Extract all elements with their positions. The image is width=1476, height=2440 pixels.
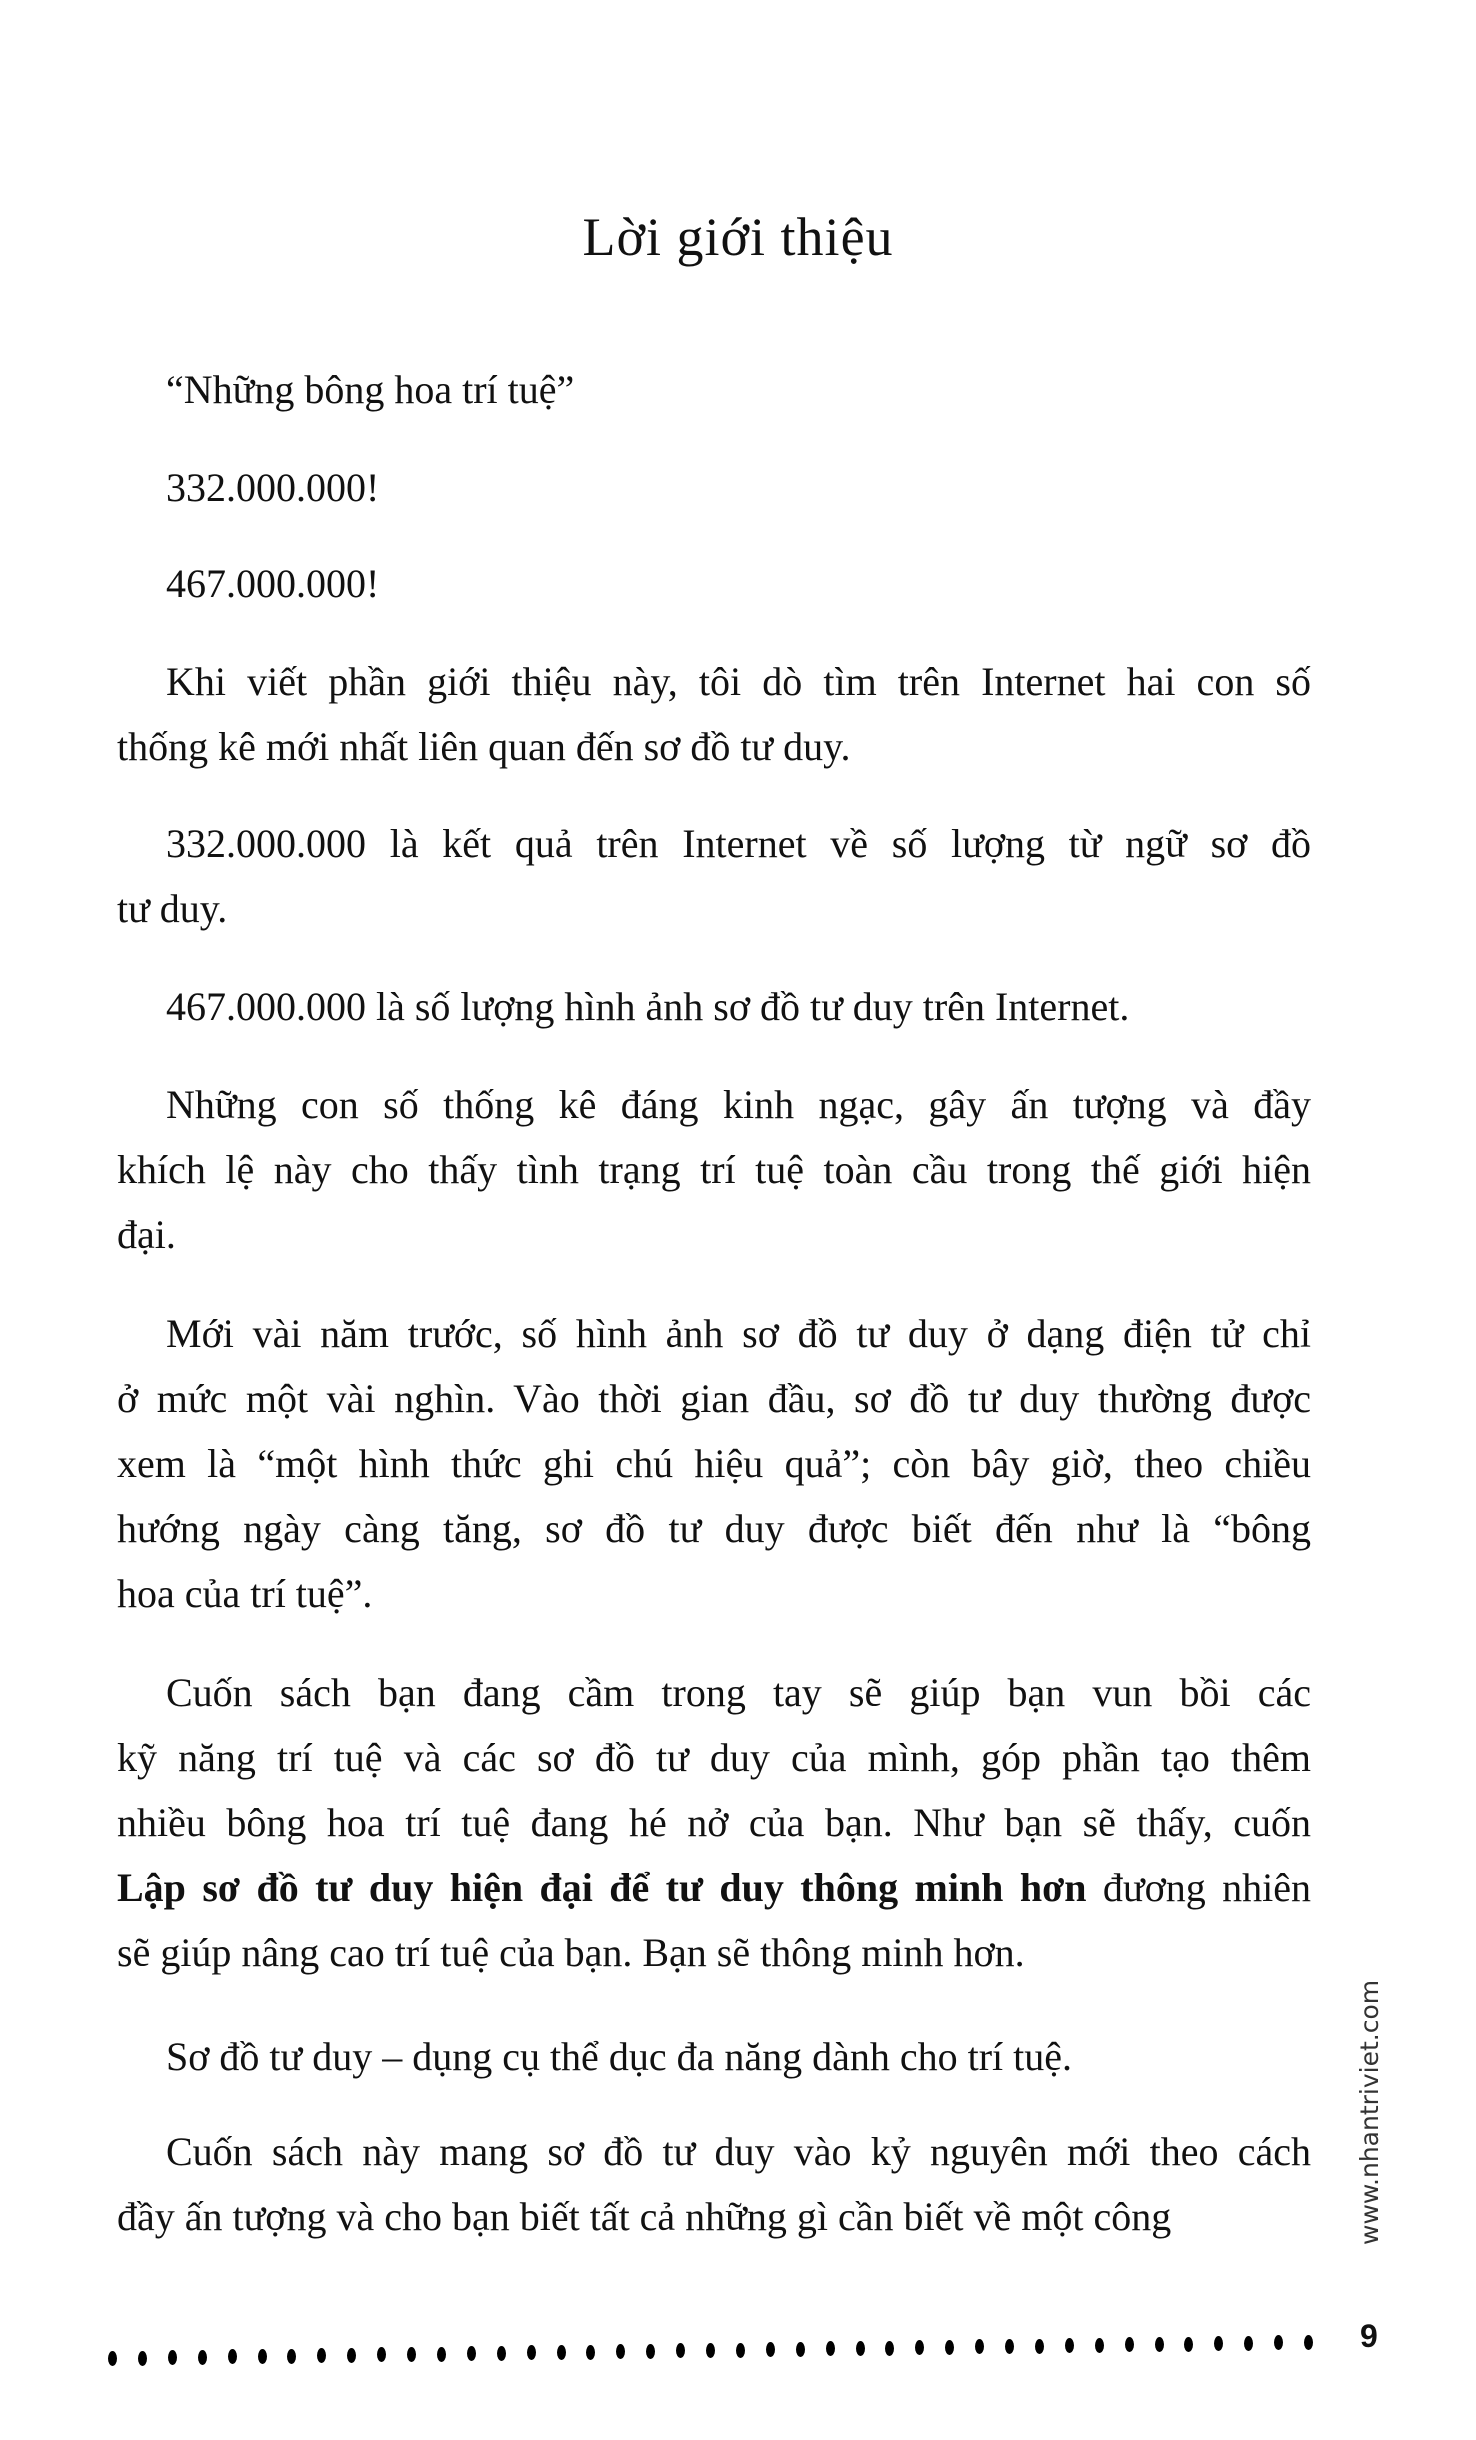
dot	[1035, 2339, 1044, 2354]
paragraph	[117, 1072, 1311, 1267]
text-line: Cuốn sách này mang sơ đồ tư duy vào kỷ nguyên mới theo cách	[166, 2129, 1311, 2174]
dot	[198, 2350, 207, 2365]
text-line: kỹ năng trí tuệ và các sơ đồ tư duy của mình, góp phần tạo thêm	[117, 1735, 1311, 1780]
dot	[287, 2349, 296, 2364]
text-line: ở mức một vài nghìn. Vào thời gian đầu, sơ đồ tư duy thường được	[117, 1376, 1311, 1421]
watermark-url: www.nhantriviet.com	[1355, 1979, 1384, 2245]
paragraph	[117, 2024, 1311, 2089]
text-line: Sơ đồ tư duy – dụng cụ thể dục đa năng dành cho trí tuệ.	[166, 2034, 1072, 2079]
dot	[586, 2345, 595, 2360]
dot	[258, 2349, 267, 2364]
text-line: “Những bông hoa trí tuệ”	[166, 367, 575, 412]
dot	[437, 2347, 446, 2362]
page-number: 9	[1360, 2318, 1378, 2354]
dot	[228, 2349, 237, 2364]
dot	[646, 2344, 655, 2359]
text-line: Những con số thống kê đáng kinh ngạc, gây ấn tượng và đầy	[166, 1082, 1311, 1127]
text-line: hướng ngày càng tăng, sơ đồ tư duy được biết đến như là “bông	[117, 1506, 1311, 1551]
dot	[347, 2348, 356, 2363]
text-line: xem là “một hình thức ghi chú hiệu quả”; còn bây giờ, theo chiều	[117, 1441, 1311, 1486]
text-fragment: đương nhiên	[1086, 1865, 1311, 1910]
dot	[616, 2344, 625, 2359]
text-line: 332.000.000!	[166, 465, 380, 510]
paragraph	[117, 811, 1311, 941]
dot	[1125, 2337, 1134, 2352]
text-line: tư duy.	[117, 886, 228, 931]
dot	[1304, 2335, 1313, 2350]
dot	[467, 2346, 476, 2361]
dot	[527, 2345, 536, 2360]
dot	[1095, 2338, 1104, 2353]
dot	[557, 2345, 566, 2360]
dot	[138, 2351, 147, 2366]
dot	[1244, 2336, 1253, 2351]
dot	[1184, 2337, 1193, 2352]
paragraph	[117, 1660, 1311, 1985]
dot	[766, 2342, 775, 2357]
text-line	[117, 1855, 1311, 1920]
paragraph	[117, 1301, 1311, 1626]
text-line: thống kê mới nhất liên quan đến sơ đồ tư duy.	[117, 724, 851, 769]
dotted-rule	[108, 2335, 1308, 2365]
text-line: 332.000.000 là kết quả trên Internet về số lượng từ ngữ sơ đồ	[166, 821, 1311, 866]
paragraph	[117, 649, 1311, 779]
dot	[885, 2341, 894, 2356]
paragraph	[117, 974, 1311, 1039]
dot	[407, 2347, 416, 2362]
text-line: Cuốn sách bạn đang cầm trong tay sẽ giúp bạn vun bồi các	[166, 1670, 1311, 1715]
page-title: Lời giới thiệu	[582, 207, 894, 267]
dot	[796, 2342, 805, 2357]
text-line: 467.000.000 là số lượng hình ảnh sơ đồ tư duy trên Internet.	[166, 984, 1130, 1029]
dot	[108, 2351, 117, 2366]
paragraph	[117, 2119, 1311, 2249]
dot	[317, 2348, 326, 2363]
dot	[1005, 2339, 1014, 2354]
dot	[1065, 2338, 1074, 2353]
dot	[826, 2341, 835, 2356]
text-line: 467.000.000!	[166, 561, 380, 606]
dot	[1214, 2336, 1223, 2351]
dot	[915, 2340, 924, 2355]
paragraph	[117, 551, 1311, 616]
paragraph	[117, 455, 1311, 520]
dot	[676, 2343, 685, 2358]
text-line: nhiều bông hoa trí tuệ đang hé nở của bạn. Như bạn sẽ thấy, cuốn	[117, 1800, 1311, 1845]
dot	[497, 2346, 506, 2361]
text-line: khích lệ này cho thấy tình trạng trí tuệ toàn cầu trong thế giới hiện	[117, 1147, 1311, 1192]
text-line: sẽ giúp nâng cao trí tuệ của bạn. Bạn sẽ thông minh hơn.	[117, 1930, 1025, 1975]
dot	[706, 2343, 715, 2358]
paragraph	[117, 357, 1311, 422]
dot	[168, 2350, 177, 2365]
dot	[736, 2343, 745, 2358]
dot	[856, 2341, 865, 2356]
text-line: đầy ấn tượng và cho bạn biết tất cả những gì cần biết về một công	[117, 2194, 1172, 2239]
dot	[377, 2347, 386, 2362]
dot	[975, 2339, 984, 2354]
dot	[1155, 2337, 1164, 2352]
text-line: đại.	[117, 1212, 176, 1257]
book-title: Lập sơ đồ tư duy hiện đại để tư duy thông minh hơn	[117, 1865, 1087, 1910]
text-line: Khi viết phần giới thiệu này, tôi dò tìm trên Internet hai con số	[166, 659, 1311, 704]
text-line: hoa của trí tuệ”.	[117, 1571, 373, 1616]
dot	[1274, 2335, 1283, 2350]
text-line: Mới vài năm trước, số hình ảnh sơ đồ tư duy ở dạng điện tử chỉ	[166, 1311, 1311, 1356]
dot	[945, 2340, 954, 2355]
